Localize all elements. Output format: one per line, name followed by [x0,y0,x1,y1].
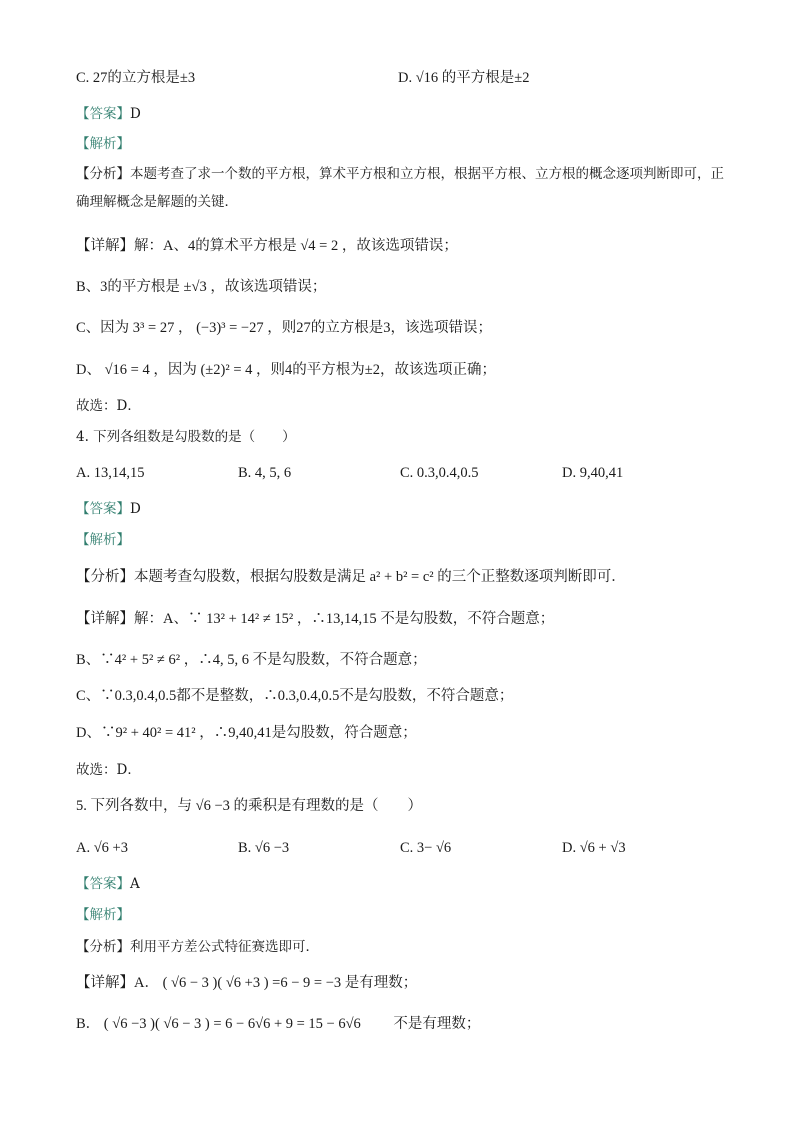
fenxi-tag: 【分析】 [76,569,134,585]
answer-tag: 【答案】 [76,106,130,122]
q3-conclusion: 故选：D． [76,398,141,414]
q3-detail-a [76,236,458,256]
detail-text: 解：A、∵ 13² + 14² ≠ 15² ，∴13,14,15 不是勾股数，不符合题意； [134,611,555,627]
q4-answer-line [76,499,141,519]
fenxi-tag: 【分析】 [76,939,130,955]
fenxi-text: 本题考查了求一个数的平方根，算术平方根和立方根，根据平方根、立方根的概念逐项判断即可，正确理解概念是解题的关键． [76,166,724,210]
detail-text: A． ( √6 − 3 )( √6 +3 ) =6 − 9 = −3 是有理数； [134,975,418,991]
q4-detail-b: B、∵4² + 5² ≠ 6² ，∴4, 5, 6 不是勾股数，不符合题意； [76,652,427,668]
q5-analysis-tag: 【解析】 [76,907,130,923]
detail-text: 解：A、4的算术平方根是 √4 = 2 ，故该选项错误； [134,238,458,254]
q3-detail-c: C、因为 3³ = 27 ， (−3)³ = −27 ，则27的立方根是3，该选项错误； [76,320,492,336]
q4-option-d: D. 9,40,41 [562,465,624,481]
q4-analysis-tag: 【解析】 [76,532,130,548]
answer-value: A [130,876,140,892]
q5-option-b: B. √6 −3 [238,840,290,856]
q5-answer-line [76,874,140,894]
answer-value: D [130,501,141,517]
q4-detail-c: C、∵0.3,0.4,0.5都不是整数，∴0.3,0.4,0.5不是勾股数，不符合题意； [76,688,514,704]
fenxi-text: 本题考查勾股数，根据勾股数是满足 a² + b² = c² 的三个正整数逐项判断即可． [134,569,626,585]
detail-tag: 【详解】 [76,611,134,627]
q4-detail-a [76,609,554,629]
q5-option-d: D. √6 + √3 [562,840,626,856]
answer-tag: 【答案】 [76,501,130,517]
detail-tag: 【详解】 [76,975,134,991]
q5-detail-b: B． ( √6 −3 )( √6 − 3 ) = 6 − 6√6 + 9 = 15 − 6√6 不是有理数； [76,1016,481,1032]
q5-option-a: A. √6 +3 [76,840,128,856]
q4-option-b: B. 4, 5, 6 [238,465,292,481]
q3-answer-line [76,104,141,124]
q4-detail-d: D、∵9² + 40² = 41² ，∴9,40,41是勾股数，符合题意； [76,725,417,741]
q4-option-a: A. 13,14,15 [76,465,145,481]
detail-tag: 【详解】 [76,238,134,254]
q5-option-c: C. 3− √6 [400,840,452,856]
q3-option-d: D. √16 的平方根是±2 [398,70,530,86]
q4-fenxi [76,567,626,587]
q3-fenxi [76,160,726,216]
q4-conclusion: 故选：D． [76,762,141,778]
fenxi-text: 利用平方差公式特征赛选即可． [130,939,319,955]
q3-option-c: C. 27的立方根是±3 [76,70,196,86]
fenxi-tag: 【分析】 [76,166,130,182]
q3-detail-b: B、3的平方根是 ±√3 ，故该选项错误； [76,279,327,295]
q5-question: 5. 下列各数中，与 √6 −3 的乘积是有理数的是（ ） [76,798,423,814]
q5-fenxi [76,937,319,957]
answer-value: D [130,106,141,122]
answer-tag: 【答案】 [76,876,130,892]
q4-question: 4. 下列各组数是勾股数的是（ ） [76,429,296,445]
q5-detail-a [76,973,417,993]
q3-analysis-tag: 【解析】 [76,136,130,152]
q4-option-c: C. 0.3,0.4,0.5 [400,465,479,481]
q3-detail-d: D、 √16 = 4 ，因为 (±2)² = 4 ，则4的平方根为±2，故该选项正确； [76,362,496,378]
